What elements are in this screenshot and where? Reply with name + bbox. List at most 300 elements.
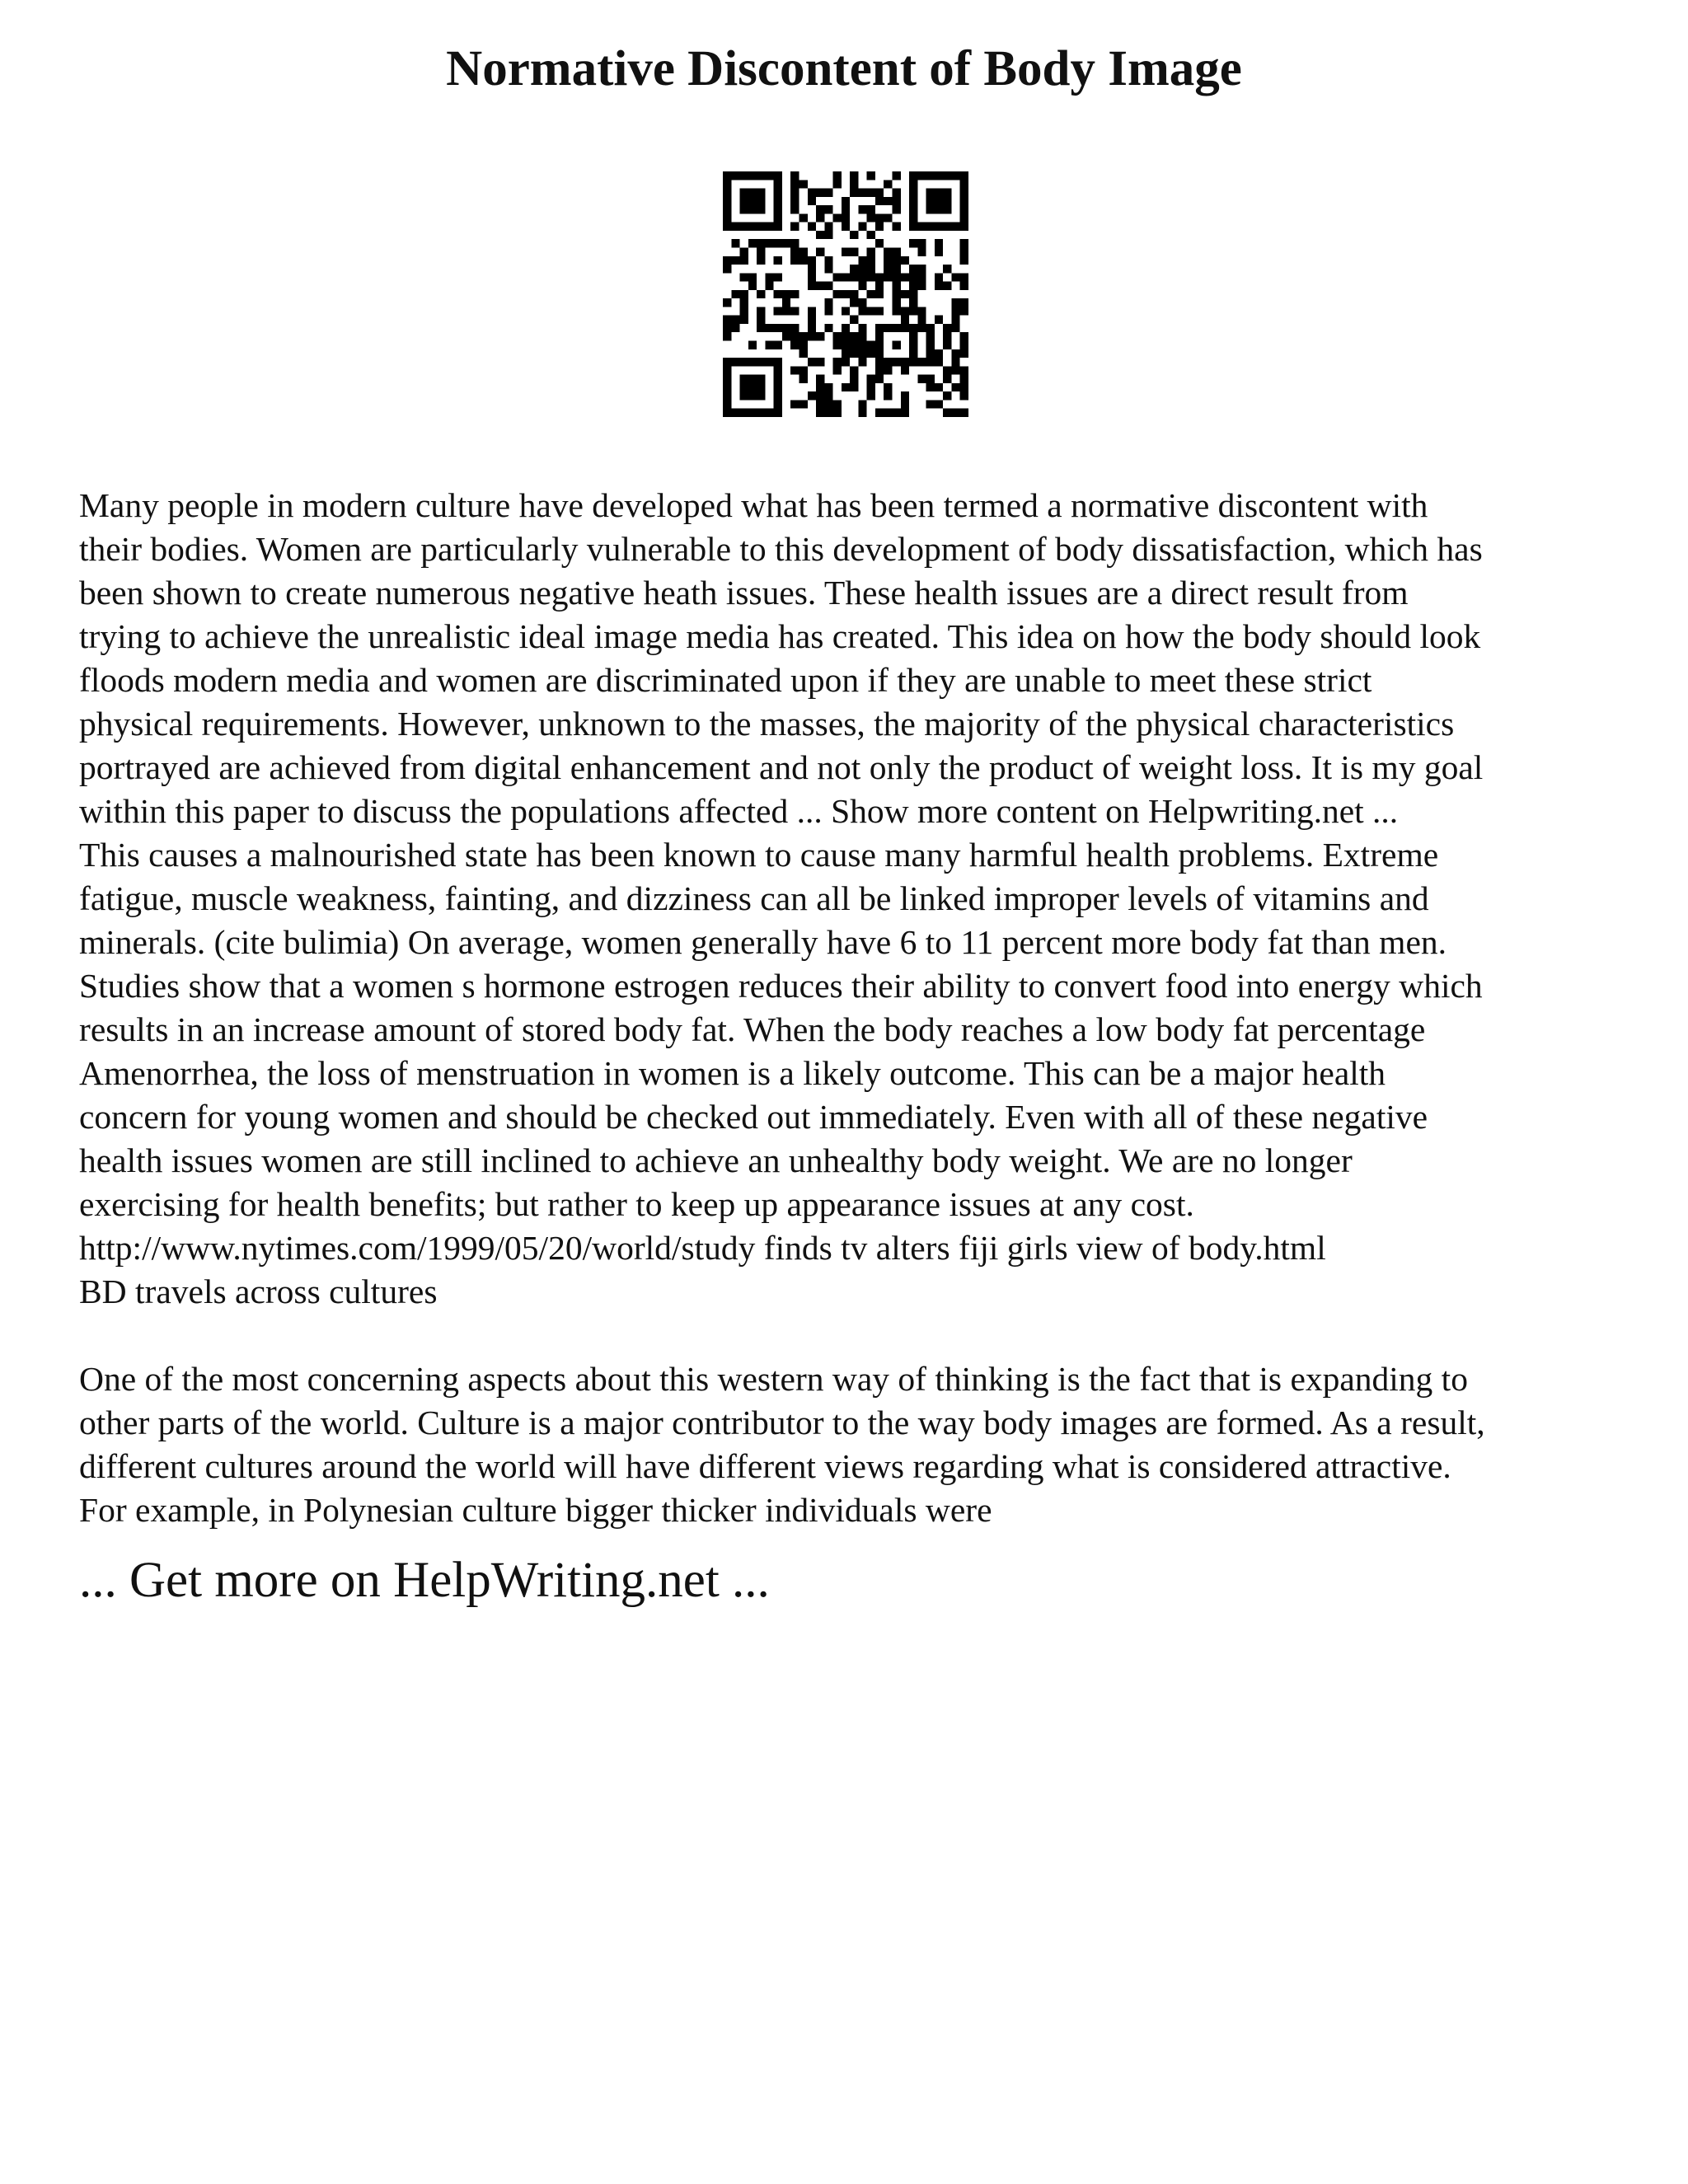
qr-module [867, 213, 875, 222]
qr-module [731, 358, 739, 366]
qr-module [951, 223, 959, 231]
qr-module [960, 205, 968, 213]
qr-module [824, 400, 832, 408]
qr-module [858, 298, 866, 307]
qr-module [926, 341, 935, 349]
qr-module [765, 324, 773, 332]
qr-module [909, 282, 917, 290]
qr-module [765, 282, 773, 290]
qr-module [799, 332, 807, 340]
qr-module [917, 239, 926, 247]
qr-module [884, 256, 892, 265]
qr-module [893, 223, 901, 231]
qr-module [740, 316, 748, 324]
qr-module [893, 324, 901, 332]
qr-module [833, 332, 842, 340]
qr-module [757, 223, 765, 231]
qr-module [875, 273, 884, 281]
qr-module [917, 316, 926, 324]
qr-module [790, 180, 799, 188]
qr-module [893, 341, 901, 349]
qr-module [790, 290, 799, 298]
qr-module [824, 409, 832, 417]
qr-module [824, 298, 832, 307]
qr-module [935, 400, 943, 408]
qr-module [782, 298, 790, 307]
qr-module [893, 358, 901, 366]
qr-module [816, 189, 824, 197]
qr-module [833, 213, 842, 222]
qr-module [824, 307, 832, 315]
qr-module [723, 171, 731, 180]
qr-module [917, 247, 926, 255]
qr-module [960, 239, 968, 247]
qr-module [816, 231, 824, 239]
qr-module [901, 409, 909, 417]
qr-module [774, 409, 782, 417]
qr-module [757, 324, 765, 332]
qr-module [774, 400, 782, 408]
qr-module [960, 213, 968, 222]
qr-module [723, 189, 731, 197]
qr-module [748, 239, 757, 247]
qr-module [808, 307, 816, 315]
qr-module [740, 273, 748, 281]
qr-module [731, 290, 739, 298]
qr-module [790, 197, 799, 205]
qr-module [926, 400, 935, 408]
qr-module [833, 409, 842, 417]
qr-module [858, 324, 866, 332]
qr-module [824, 231, 832, 239]
qr-module [909, 358, 917, 366]
qr-module [917, 375, 926, 383]
qr-module [774, 341, 782, 349]
qr-module [824, 223, 832, 231]
qr-module [909, 205, 917, 213]
qr-module [893, 189, 901, 197]
qr-module [867, 349, 875, 358]
qr-module [926, 205, 935, 213]
qr-module [757, 290, 765, 298]
qr-module [901, 400, 909, 408]
qr-module [850, 189, 858, 197]
qr-module [901, 273, 909, 281]
qr-module [875, 239, 884, 247]
qr-module [960, 349, 968, 358]
get-more-link[interactable]: ... Get more on HelpWriting.net ... [79, 1553, 770, 1608]
qr-module [790, 171, 799, 180]
qr-module [816, 358, 824, 366]
qr-module [765, 341, 773, 349]
qr-module [884, 273, 892, 281]
qr-module [960, 189, 968, 197]
qr-module [740, 383, 748, 391]
qr-module [790, 239, 799, 247]
qr-module [842, 223, 850, 231]
qr-module [790, 341, 799, 349]
qr-module [757, 256, 765, 265]
qr-module [757, 247, 765, 255]
qr-module [935, 189, 943, 197]
qr-module [842, 273, 850, 281]
qr-module [842, 324, 850, 332]
qr-module [858, 341, 866, 349]
qr-module [935, 205, 943, 213]
qr-module [875, 375, 884, 383]
qr-module [850, 332, 858, 340]
qr-module [824, 256, 832, 265]
qr-module [909, 349, 917, 358]
qr-module [951, 358, 959, 366]
qr-module [943, 341, 951, 349]
qr-module [765, 239, 773, 247]
qr-module [782, 332, 790, 340]
qr-module [901, 290, 909, 298]
qr-module [774, 375, 782, 383]
qr-module [723, 358, 731, 366]
qr-module [799, 256, 807, 265]
qr-module [960, 375, 968, 383]
qr-module [748, 205, 757, 213]
qr-module [842, 290, 850, 298]
qr-module [757, 189, 765, 197]
qr-module [884, 265, 892, 273]
qr-module [790, 366, 799, 374]
qr-module [858, 332, 866, 340]
qr-module [935, 383, 943, 391]
qr-module [799, 400, 807, 408]
qr-module [748, 391, 757, 400]
qr-module [858, 273, 866, 281]
qr-module [875, 332, 884, 340]
qr-module [740, 391, 748, 400]
qr-module [867, 265, 875, 273]
qr-module [850, 247, 858, 255]
qr-module [731, 171, 739, 180]
qr-module [867, 375, 875, 383]
qr-module [951, 298, 959, 307]
qr-module [858, 400, 866, 408]
qr-module [858, 223, 866, 231]
qr-module [740, 197, 748, 205]
qr-module [808, 282, 816, 290]
qr-module [960, 171, 968, 180]
qr-module [816, 247, 824, 255]
qr-module [926, 332, 935, 340]
qr-module [723, 197, 731, 205]
body-paragraph-2: One of the most concerning aspects about this western way of thinking is the fact that is expanding to other parts of the world. Culture is a major contributor to the way body images are formed. As a result, different cultures around the world will have different views regarding what is considered attractive. For example, in Polynesian culture bigger thicker individuals were [79, 1360, 1485, 1529]
qr-module [808, 316, 816, 324]
qr-module [960, 247, 968, 255]
qr-module [765, 409, 773, 417]
qr-module [893, 273, 901, 281]
qr-module [723, 223, 731, 231]
qr-module [960, 223, 968, 231]
qr-module [723, 383, 731, 391]
qr-module [935, 282, 943, 290]
qr-module [842, 358, 850, 366]
qr-module [774, 223, 782, 231]
qr-module [765, 273, 773, 281]
qr-module [748, 223, 757, 231]
qr-module [816, 391, 824, 400]
qr-module [782, 324, 790, 332]
qr-module [782, 239, 790, 247]
qr-module [774, 383, 782, 391]
qr-module [774, 180, 782, 188]
qr-module [893, 205, 901, 213]
qr-module [960, 256, 968, 265]
qr-module [808, 391, 816, 400]
qr-module [960, 366, 968, 374]
qr-module [748, 171, 757, 180]
qr-module [917, 223, 926, 231]
qr-module [774, 189, 782, 197]
qr-module [774, 256, 782, 265]
qr-module [867, 273, 875, 281]
qr-module [816, 282, 824, 290]
qr-module [909, 332, 917, 340]
qr-module [765, 223, 773, 231]
qr-module [909, 265, 917, 273]
qr-module [748, 375, 757, 383]
qr-module [842, 349, 850, 358]
qr-module [884, 247, 892, 255]
qr-module [740, 223, 748, 231]
qr-module [748, 383, 757, 391]
qr-module [782, 307, 790, 315]
qr-module [723, 409, 731, 417]
qr-module [951, 383, 959, 391]
qr-module [875, 223, 884, 231]
qr-module [850, 171, 858, 180]
qr-module [943, 189, 951, 197]
qr-module [858, 409, 866, 417]
qr-module [960, 307, 968, 315]
qr-module [875, 349, 884, 358]
qr-module [833, 273, 842, 281]
qr-module [774, 366, 782, 374]
qr-module [960, 298, 968, 307]
qr-module [951, 409, 959, 417]
qr-module [943, 332, 951, 340]
qr-module [884, 197, 892, 205]
qr-module [765, 171, 773, 180]
qr-module [723, 375, 731, 383]
qr-module [740, 205, 748, 213]
qr-module [748, 358, 757, 366]
qr-module [757, 239, 765, 247]
qr-module [893, 282, 901, 290]
qr-module [799, 366, 807, 374]
qr-module [917, 273, 926, 281]
qr-module [824, 282, 832, 290]
qr-module [858, 307, 866, 315]
qr-module [960, 282, 968, 290]
qr-module [884, 366, 892, 374]
qr-module [909, 298, 917, 307]
qr-module [833, 358, 842, 366]
qr-module [816, 383, 824, 391]
qr-module [926, 349, 935, 358]
qr-module [842, 247, 850, 255]
qr-module [740, 290, 748, 298]
qr-module [960, 273, 968, 281]
qr-module [875, 189, 884, 197]
qr-module [943, 409, 951, 417]
qr-module [808, 332, 816, 340]
qr-module [875, 324, 884, 332]
qr-module [858, 256, 866, 265]
qr-module [951, 349, 959, 358]
qr-module [909, 290, 917, 298]
qr-module [884, 180, 892, 188]
qr-module [917, 358, 926, 366]
qr-module [917, 324, 926, 332]
qr-module [943, 265, 951, 273]
document-title: Normative Discontent of Body Image [446, 41, 1242, 96]
qr-module [850, 375, 858, 383]
qr-module [723, 256, 731, 265]
qr-module [884, 358, 892, 366]
qr-module [935, 197, 943, 205]
qr-module [731, 256, 739, 265]
qr-module [909, 273, 917, 281]
qr-module [901, 358, 909, 366]
qr-module [757, 307, 765, 315]
qr-module [842, 383, 850, 391]
qr-module [901, 256, 909, 265]
qr-module [790, 247, 799, 255]
qr-module [790, 189, 799, 197]
qr-module [951, 273, 959, 281]
qr-module [858, 282, 866, 290]
qr-module [867, 383, 875, 391]
qr-module [850, 349, 858, 358]
qr-module [893, 197, 901, 205]
qr-module [816, 400, 824, 408]
qr-module [757, 409, 765, 417]
qr-module [875, 307, 884, 315]
qr-module [901, 324, 909, 332]
qr-module [723, 400, 731, 408]
qr-module [774, 324, 782, 332]
qr-module [960, 383, 968, 391]
qr-module [757, 391, 765, 400]
qr-module [774, 307, 782, 315]
qr-module [893, 290, 901, 298]
qr-module [799, 247, 807, 255]
qr-module [757, 316, 765, 324]
qr-module [808, 265, 816, 273]
qr-module [790, 307, 799, 315]
qr-module [893, 265, 901, 273]
qr-module [808, 189, 816, 197]
qr-module [926, 171, 935, 180]
qr-module [875, 213, 884, 222]
qr-module [901, 316, 909, 324]
qr-module [926, 189, 935, 197]
qr-module [909, 223, 917, 231]
qr-module [782, 290, 790, 298]
qr-module [808, 324, 816, 332]
qr-module [748, 409, 757, 417]
qr-module [935, 223, 943, 231]
qr-module [909, 171, 917, 180]
qr-module [893, 307, 901, 315]
qr-code-icon [723, 171, 968, 417]
qr-module [850, 231, 858, 239]
qr-module [917, 307, 926, 315]
qr-module [893, 256, 901, 265]
qr-module [816, 213, 824, 222]
qr-module [723, 366, 731, 374]
qr-module [757, 383, 765, 391]
qr-module [867, 189, 875, 197]
qr-module [774, 205, 782, 213]
qr-module [824, 205, 832, 213]
qr-module [790, 332, 799, 340]
qr-module [723, 180, 731, 188]
qr-module [824, 265, 832, 273]
qr-module [824, 189, 832, 197]
qr-module [740, 409, 748, 417]
qr-module [723, 324, 731, 332]
qr-module [723, 265, 731, 273]
qr-module [858, 189, 866, 197]
qr-module [799, 213, 807, 222]
qr-module [765, 358, 773, 366]
qr-module [757, 197, 765, 205]
qr-module [808, 273, 816, 281]
qr-module [731, 223, 739, 231]
qr-module [816, 205, 824, 213]
qr-module [723, 316, 731, 324]
qr-module [731, 324, 739, 332]
qr-module [790, 256, 799, 265]
qr-module [748, 282, 757, 290]
qr-module [740, 256, 748, 265]
qr-module [951, 316, 959, 324]
qr-module [757, 171, 765, 180]
qr-module [943, 223, 951, 231]
qr-module [909, 213, 917, 222]
qr-module [867, 231, 875, 239]
qr-module [867, 171, 875, 180]
qr-module [790, 400, 799, 408]
qr-module [774, 197, 782, 205]
qr-module [951, 324, 959, 332]
document-body [79, 484, 1629, 1532]
qr-module [935, 316, 943, 324]
qr-module [926, 358, 935, 366]
qr-module [799, 375, 807, 383]
qr-module [740, 307, 748, 315]
qr-module [757, 358, 765, 366]
qr-module [723, 332, 731, 340]
qr-module [943, 391, 951, 400]
qr-module [850, 366, 858, 374]
qr-module [740, 375, 748, 383]
qr-module [748, 341, 757, 349]
qr-module [850, 298, 858, 307]
qr-module [875, 366, 884, 374]
qr-module [824, 391, 832, 400]
qr-module [867, 307, 875, 315]
qr-module [842, 197, 850, 205]
qr-module [917, 265, 926, 273]
